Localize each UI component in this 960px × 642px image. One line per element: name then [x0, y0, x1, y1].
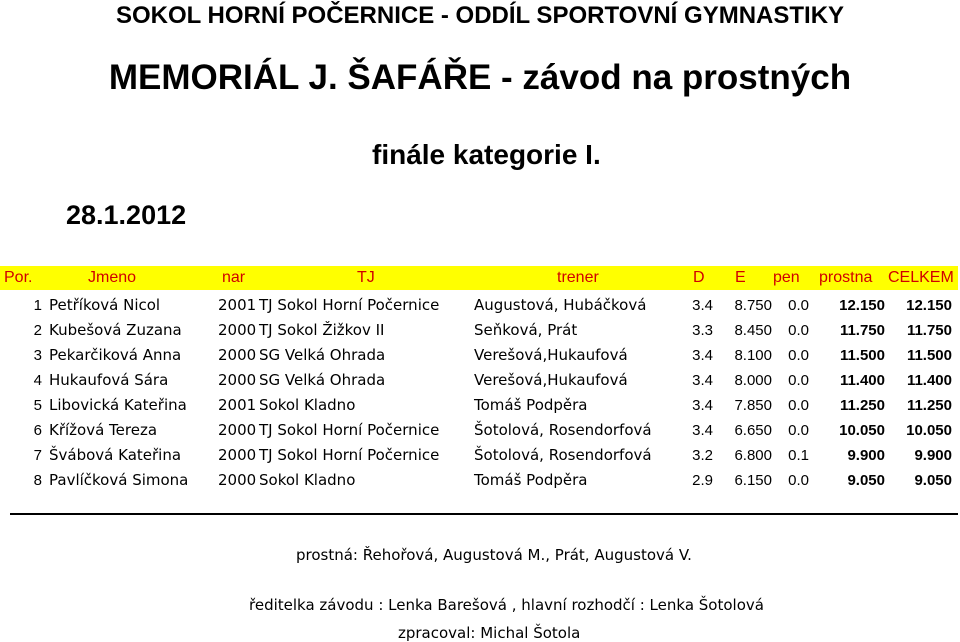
table-row [0, 318, 958, 343]
cell-prostna: 11.500 [839, 347, 885, 364]
cell-jmeno: Pavlíčková Simona [49, 471, 189, 489]
cell-pen: 0.0 [788, 422, 809, 439]
cell-nar: 2001 [218, 396, 257, 414]
cell-celkem: 10.050 [906, 422, 952, 439]
cell-tj: SG Velká Ohrada [259, 346, 386, 364]
cell-jmeno: Kubešová Zuzana [49, 321, 182, 339]
cell-celkem: 11.250 [906, 397, 952, 414]
col-d: D [693, 269, 705, 286]
cell-por: 7 [33, 447, 42, 464]
cell-jmeno: Švábová Kateřina [49, 446, 182, 464]
cell-nar: 2000 [218, 446, 257, 464]
col-pen: pen [773, 269, 800, 286]
table-row [0, 368, 958, 393]
cell-pen: 0.0 [788, 347, 809, 364]
table-row [0, 418, 958, 443]
cell-prostna: 9.050 [847, 472, 885, 489]
cell-d: 3.4 [692, 397, 713, 414]
cell-pen: 0.1 [788, 447, 809, 464]
cell-d: 3.4 [692, 372, 713, 389]
cell-e: 6.150 [734, 472, 772, 489]
compiled-by: zpracoval: Michal Šotola [398, 624, 581, 642]
cell-jmeno: Hukaufová Sára [49, 371, 169, 389]
cell-tj: Sokol Kladno [259, 471, 356, 489]
table-header-band [0, 266, 958, 290]
cell-e: 6.650 [734, 422, 772, 439]
cell-por: 8 [33, 472, 42, 489]
table-row [0, 468, 958, 493]
cell-d: 3.4 [692, 347, 713, 364]
prostna-judges: prostná: Řehořová, Augustová M., Prát, Augustová V. [296, 546, 692, 564]
col-prostna: prostna [819, 269, 873, 286]
cell-prostna: 11.400 [839, 372, 885, 389]
cell-tj: TJ Sokol Horní Počernice [259, 421, 440, 439]
cell-por: 1 [33, 297, 42, 314]
cell-jmeno: Libovická Kateřina [49, 396, 187, 414]
cell-e: 6.800 [734, 447, 772, 464]
club-title: SOKOL HORNÍ POČERNICE - ODDÍL SPORTOVNÍ GYMNASTIKY [115, 2, 845, 29]
cell-celkem: 11.750 [906, 322, 952, 339]
cell-d: 3.3 [692, 322, 713, 339]
cell-pen: 0.0 [788, 372, 809, 389]
cell-nar: 2000 [218, 371, 257, 389]
cell-prostna: 10.050 [839, 422, 885, 439]
cell-prostna: 11.750 [839, 322, 885, 339]
cell-nar: 2000 [218, 421, 257, 439]
cell-trener: Verešová,Hukaufová [474, 371, 628, 389]
col-celkem: CELKEM [888, 269, 954, 286]
cell-tj: TJ Sokol Žižkov II [259, 321, 385, 339]
cell-pen: 0.0 [788, 472, 809, 489]
cell-celkem: 12.150 [906, 297, 952, 314]
cell-jmeno: Pekarčiková Anna [49, 346, 182, 364]
cell-celkem: 11.500 [906, 347, 952, 364]
cell-celkem: 11.400 [906, 372, 952, 389]
cell-pen: 0.0 [788, 297, 809, 314]
table-row [0, 393, 958, 418]
col-e: E [735, 269, 746, 286]
event-title: MEMORIÁL J. ŠAFÁŘE - závod na prostných [108, 58, 852, 97]
cell-celkem: 9.900 [914, 447, 952, 464]
col-tj: TJ [357, 269, 375, 286]
cell-e: 8.750 [734, 297, 772, 314]
cell-e: 7.850 [734, 397, 772, 414]
table-row [0, 343, 958, 368]
cell-prostna: 11.250 [839, 397, 885, 414]
cell-por: 2 [33, 322, 42, 339]
cell-trener: Šotolová, Rosendorfová [474, 421, 652, 439]
category-title: finále kategorie I. [372, 139, 601, 170]
cell-nar: 2001 [218, 296, 257, 314]
table-row [0, 293, 958, 318]
cell-tj: TJ Sokol Horní Počernice [259, 296, 440, 314]
cell-pen: 0.0 [788, 322, 809, 339]
cell-jmeno: Křížová Tereza [49, 421, 158, 439]
cell-d: 2.9 [692, 472, 713, 489]
cell-tj: Sokol Kladno [259, 396, 356, 414]
cell-por: 5 [33, 397, 42, 414]
col-por: Por. [4, 269, 33, 286]
cell-pen: 0.0 [788, 397, 809, 414]
cell-nar: 2000 [218, 321, 257, 339]
cell-prostna: 9.900 [847, 447, 885, 464]
cell-trener: Verešová,Hukaufová [474, 346, 628, 364]
cell-d: 3.4 [692, 297, 713, 314]
cell-e: 8.100 [734, 347, 772, 364]
cell-prostna: 12.150 [839, 297, 885, 314]
cell-trener: Tomáš Podpěra [474, 471, 588, 489]
officials: ředitelka závodu : Lenka Barešová , hlavní rozhodčí : Lenka Šotolová [249, 596, 764, 614]
table-row [0, 443, 958, 468]
event-date: 28.1.2012 [66, 200, 187, 230]
cell-trener: Šotolová, Rosendorfová [474, 446, 652, 464]
cell-por: 3 [33, 347, 42, 364]
cell-d: 3.2 [692, 447, 713, 464]
cell-por: 4 [33, 372, 42, 389]
cell-tj: SG Velká Ohrada [259, 371, 386, 389]
divider [10, 513, 958, 515]
cell-d: 3.4 [692, 422, 713, 439]
col-jmeno: Jmeno [88, 269, 137, 286]
cell-por: 6 [33, 422, 42, 439]
cell-e: 8.450 [734, 322, 772, 339]
cell-tj: TJ Sokol Horní Počernice [259, 446, 440, 464]
cell-jmeno: Petříková Nicol [49, 296, 161, 314]
col-nar: nar [222, 269, 246, 286]
cell-trener: Seňková, Prát [474, 321, 578, 339]
cell-celkem: 9.050 [914, 472, 952, 489]
cell-nar: 2000 [218, 471, 257, 489]
cell-e: 8.000 [734, 372, 772, 389]
cell-nar: 2000 [218, 346, 257, 364]
cell-trener: Tomáš Podpěra [474, 396, 588, 414]
cell-trener: Augustová, Hubáčková [474, 296, 647, 314]
col-trener: trener [557, 269, 599, 286]
